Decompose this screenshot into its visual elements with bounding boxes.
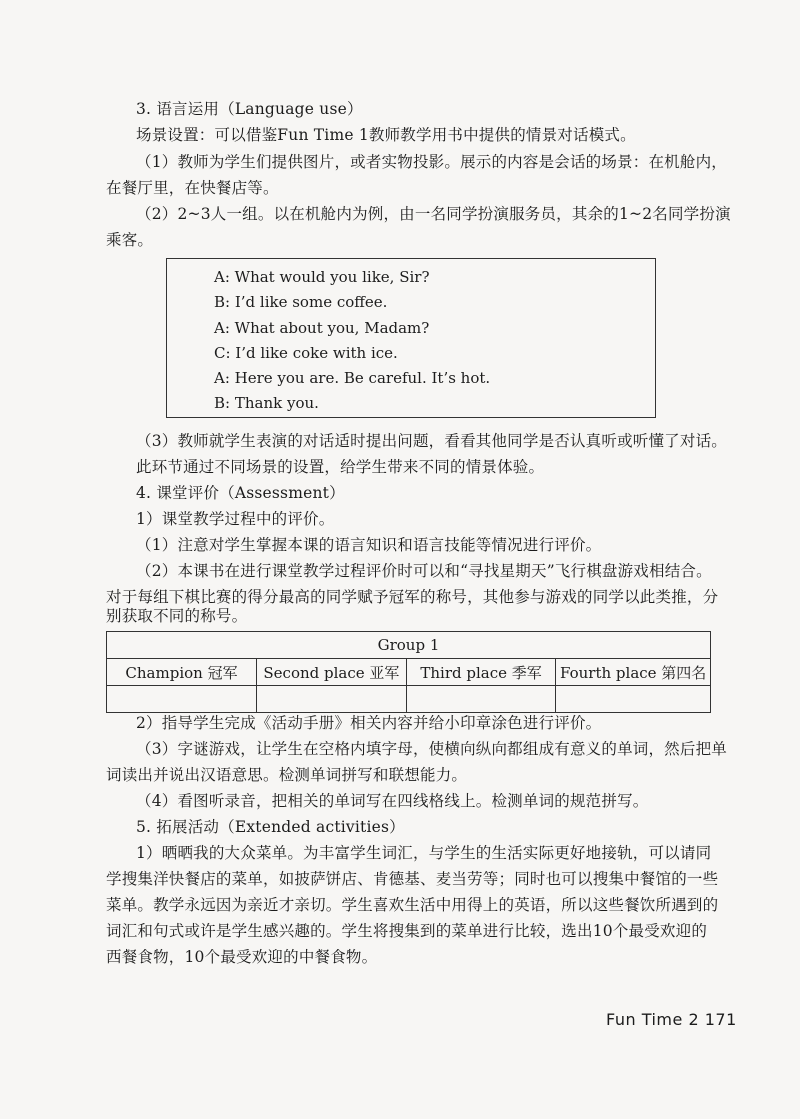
header-champion: Champion 冠军 xyxy=(107,659,257,686)
assessment-p3-line-2: 词读出并说出汉语意思。检测单词拼写和联想能力。 xyxy=(106,766,468,784)
group-table xyxy=(106,631,711,713)
extended-line-2: 学搜集洋快餐店的菜单，如披萨饼店、肯德基、麦当劳等；同时也可以搜集中餐馆的一些 xyxy=(106,870,719,888)
assessment-sub-2: 2）指导学生完成《活动手册》相关内容并给小印章涂色进行评价。 xyxy=(136,714,602,732)
scene-setting: 场景设置：可以借鉴Fun Time 1教师教学用书中提供的情景对话模式。 xyxy=(136,126,636,144)
empty-cell xyxy=(406,686,556,713)
paragraph-2-line-2: 乘客。 xyxy=(106,231,154,249)
empty-cell xyxy=(257,686,407,713)
assessment-p1: （1）注意对学生掌握本课的语言知识和语言技能等情况进行评价。 xyxy=(136,536,602,554)
header-second: Second place 亚军 xyxy=(257,659,407,686)
header-third: Third place 季军 xyxy=(406,659,556,686)
assessment-p4: （4）看图听录音，把相关的单词写在四线格线上。检测单词的规范拼写。 xyxy=(136,792,649,810)
assessment-p2-line-2: 对于每组下棋比赛的得分最高的同学赋予冠军的称号，其他参与游戏的同学以此类推，分 xyxy=(106,588,719,606)
group-title: Group 1 xyxy=(107,632,711,659)
paragraph-3: （3）教师就学生表演的对话适时提出问题，看看其他同学是否认真听或听懂了对话。 xyxy=(136,432,727,450)
empty-cell xyxy=(556,686,711,713)
page-footer: Fun Time 2 171 xyxy=(606,1010,737,1029)
extended-line-1: 1）晒晒我的大众菜单。为丰富学生词汇，与学生的生活实际更好地接轨，可以请同 xyxy=(136,844,712,862)
section4-heading: 4. 课堂评价（Assessment） xyxy=(136,484,345,502)
assessment-p2-line-1: （2）本课书在进行课堂教学过程评价时可以和“寻找星期天”飞行棋盘游戏相结合。 xyxy=(136,562,712,580)
dialog-box xyxy=(166,258,656,418)
section3-heading: 3. 语言运用（Language use） xyxy=(136,100,363,118)
paragraph-2-line-1: （2）2~3人一组。以在机舱内为例，由一名同学扮演服务员，其余的1~2名同学扮演 xyxy=(136,205,731,223)
extended-line-4: 词汇和句式或许是学生感兴趣的。学生将搜集到的菜单进行比较，选出10个最受欢迎的 xyxy=(106,922,708,940)
header-fourth: Fourth place 第四名 xyxy=(556,659,711,686)
assessment-p2-line-3: 别获取不同的称号。 xyxy=(106,607,248,625)
summary-line: 此环节通过不同场景的设置，给学生带来不同的情景体验。 xyxy=(136,458,545,476)
dialog-line: A: What about you, Madam? xyxy=(214,319,430,337)
dialog-line: B: Thank you. xyxy=(214,394,319,412)
dialog-line: A: Here you are. Be careful. It’s hot. xyxy=(214,369,491,387)
paragraph-1-line-2: 在餐厅里，在快餐店等。 xyxy=(106,179,279,197)
assessment-sub-1: 1）课堂教学过程中的评价。 xyxy=(136,510,335,528)
dialog-line: A: What would you like, Sir? xyxy=(214,268,430,286)
paragraph-1-line-1: （1）教师为学生们提供图片，或者实物投影。展示的内容是会话的场景：在机舱内， xyxy=(136,153,727,171)
extended-line-3: 菜单。教学永远因为亲近才亲切。学生喜欢生活中用得上的英语，所以这些餐饮所遇到的 xyxy=(106,896,719,914)
empty-cell xyxy=(107,686,257,713)
assessment-p3-line-1: （3）字谜游戏，让学生在空格内填字母，使横向纵向都组成有意义的单词，然后把单 xyxy=(136,740,727,758)
section5-heading: 5. 拓展活动（Extended activities） xyxy=(136,818,405,836)
extended-line-5: 西餐食物，10个最受欢迎的中餐食物。 xyxy=(106,948,378,966)
dialog-line: C: I’d like coke with ice. xyxy=(214,344,398,362)
dialog-line: B: I’d like some coffee. xyxy=(214,293,388,311)
